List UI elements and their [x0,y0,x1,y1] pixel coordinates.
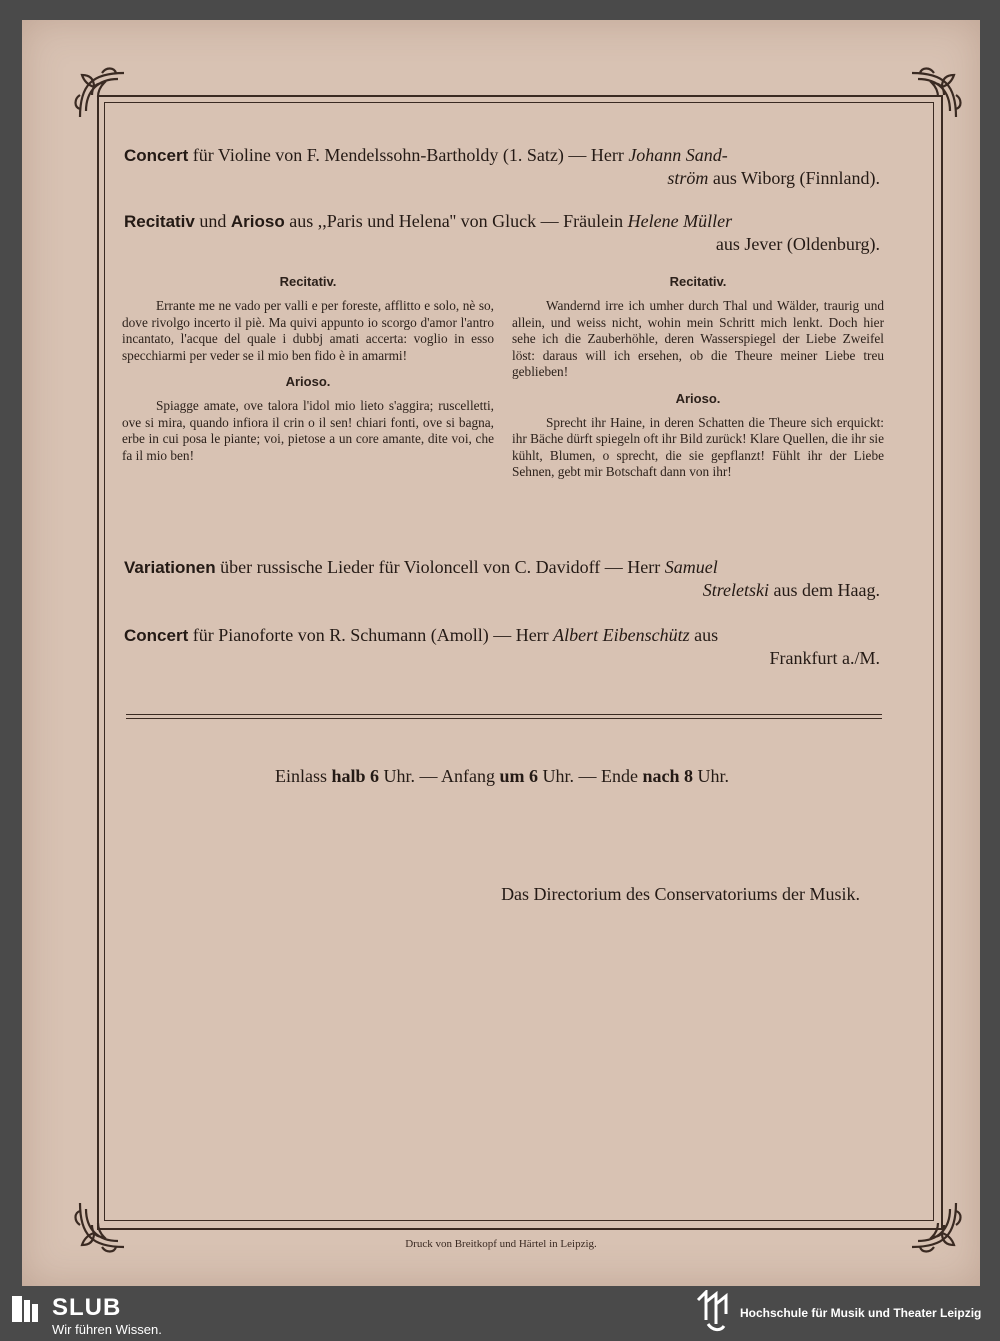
slub-name[interactable]: SLUB [52,1294,122,1321]
entry-title: Arioso [230,212,285,231]
slub-tagline: Wir führen Wissen. [52,1322,162,1337]
times-text: Uhr. [693,766,730,786]
performer-name: Samuel [664,557,718,577]
entry-text: über russische Lieder für Violoncell von C. Davidoff — Herr [215,557,665,577]
lyrics-italian [122,272,494,472]
lyrics-heading: Recitativ. [669,274,727,289]
entry-text: aus ,,Paris und Helena'' von Gluck — Fräulein [284,211,628,231]
concert-times [124,766,880,787]
performer-name: Helene Müller [627,211,733,231]
performer-name: Streletski [702,580,770,600]
lyrics-heading: Arioso. [285,374,331,389]
lyrics-heading: Recitativ. [279,274,337,289]
entry-title: Variationen [124,558,216,577]
performer-origin: aus Jever (Oldenburg). [715,234,880,254]
slub-logo-icon[interactable] [10,1294,42,1324]
times-value: halb 6 [331,766,379,786]
performer-origin: Frankfurt a./M. [769,648,880,668]
divider-line [126,714,882,715]
lyrics-text: Errante me ne vado per valli e per foreste, afflitto e solo, nè so, dove rivolgo incerto il piè. Ma quivi appunto io scorgo d'amor l'antro incantato, l'acque del quale i dubbj amati accerta: voglio in esso specchiarmi per veder se il mio ben fido è in amarmi! [122,298,494,363]
institution-name[interactable]: Hochschule für Musik und Theater Leipzig [740,1306,982,1320]
divider-line [126,718,882,719]
times-text: Uhr. — Anfang [379,766,500,786]
lyrics-text: Sprecht ihr Haine, in deren Schatten die Theure sich erquickt: ihr Bäche dürft spiegeln oft ihr Bild zurück! Klare Quellen, die ihr sie kühlt, Blumen, o sprecht, die sie gepflanzt! Fühlt ihr der Liebe Sehnen, gebt mir Botschaft dann von ihr! [512,414,884,479]
times-value: nach 8 [642,766,694,786]
lyrics-text: Spiagge amate, ove talora l'idol mio lieto s'aggira; ruscelletti, ove si mira, quando infiora il crin o il sen! chiari fonti, ove si bagna, erbe in cui posa le piante; voi, pietose a un core amante, dite voi, che fa il mio ben! [122,398,494,463]
program-entry-mendelssohn [124,144,880,189]
program-entry-schumann [124,624,880,669]
program-page [22,20,980,1286]
entry-text: aus [689,625,719,645]
times-text: Einlass [274,766,332,786]
lyrics-heading: Arioso. [675,390,721,406]
footer-bar [0,1286,1000,1341]
performer-origin: aus dem Haag. [769,580,880,600]
lyrics-german [512,272,884,489]
entry-title: Concert [124,146,189,165]
entry-title: Concert [124,626,189,645]
signature: Das Directorium des Conservatoriums der Musik. [501,884,860,904]
performer-origin: aus Wiborg (Finnland). [708,168,880,188]
entry-title: Recitativ [124,212,195,231]
corner-ornament-icon [904,65,964,125]
entry-text: für Pianoforte von R. Schumann (Amoll) — Herr [188,625,554,645]
program-entry-davidoff [124,556,880,601]
printer-imprint: Druck von Breitkopf und Härtel in Leipzig. [405,1238,597,1250]
performer-name: ström [667,168,709,188]
performer-name: Albert Eibenschütz [553,625,690,645]
times-value: um 6 [499,766,539,786]
hmt-logo-icon[interactable] [694,1290,730,1336]
entry-text: für Violine von F. Mendelssohn-Bartholdy (1. Satz) — Herr [188,145,629,165]
lyrics-text: Wandernd irre ich umher durch Thal und Wälder, traurig und allein, und weiss nicht, wohin mein Schritt mich lenkt. Doch hier sehe ich die Zauberhöhle, deren Wasserspiegel der Liebe Zweifel löst: daraus will ich ersehen, ob die Theure meiner Liebe treu geblieben! [512,298,884,379]
performer-name: Johann Sand- [628,145,728,165]
program-entry-gluck [124,210,880,255]
entry-text: und [194,211,231,231]
lyrics-section [122,272,882,534]
times-text: Uhr. — Ende [538,766,643,786]
corner-ornament-icon [72,65,132,125]
